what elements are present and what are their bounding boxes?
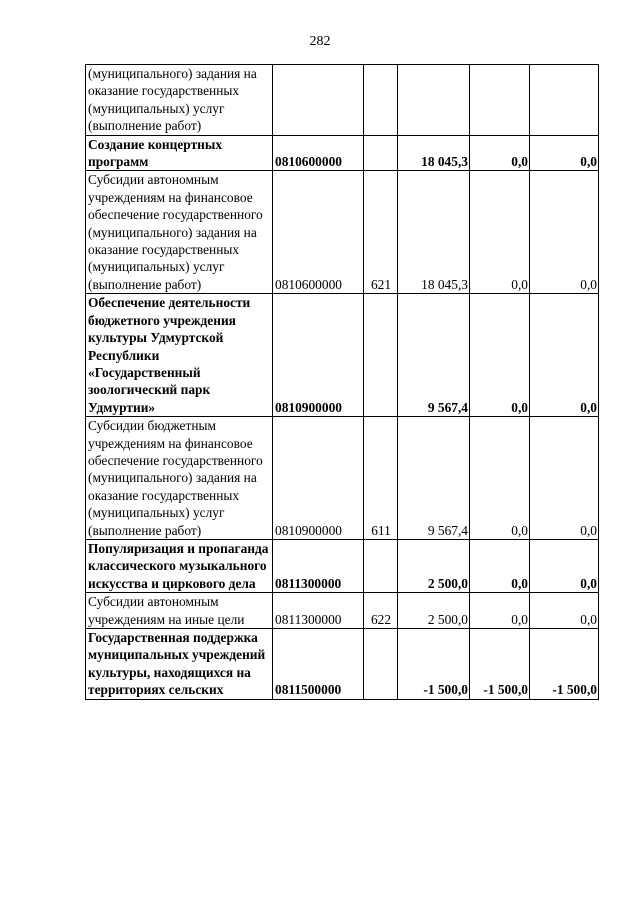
row-code-cell: 0810600000 xyxy=(273,135,364,171)
row-amount-2-cell xyxy=(470,65,530,136)
row-amount-1-cell: 18 045,3 xyxy=(398,171,470,294)
row-amount-2-cell: 0,0 xyxy=(470,171,530,294)
row-amount-3-cell: 0,0 xyxy=(530,417,599,540)
page-number: 282 xyxy=(309,34,331,49)
row-amount-1-cell: 2 500,0 xyxy=(398,539,470,592)
row-code-cell xyxy=(273,65,364,136)
row-amount-2-cell: 0,0 xyxy=(470,417,530,540)
table-row xyxy=(86,629,599,700)
row-expense-type-cell xyxy=(364,539,398,592)
table-row xyxy=(86,135,599,171)
row-name-cell: Государственная поддержка муниципальных учреждений культуры, находящихся на территориях сельских xyxy=(86,629,273,700)
row-amount-3-cell: 0,0 xyxy=(530,135,599,171)
row-code-cell: 0810900000 xyxy=(273,417,364,540)
row-code-cell: 0810900000 xyxy=(273,294,364,417)
row-name-cell: (муниципального) задания на оказание государственных (муниципальных) услуг (выполнение работ) xyxy=(86,65,273,136)
row-name-cell: Субсидии бюджетным учреждениям на финансовое обеспечение государственного (муниципального) задания на оказание государственных (муниципальных) услуг (выполнение работ) xyxy=(86,417,273,540)
row-expense-type-cell: 621 xyxy=(364,171,398,294)
row-code-cell: 0810600000 xyxy=(273,171,364,294)
row-name-cell: Субсидии автономным учреждениям на финансовое обеспечение государственного (муниципального) задания на оказание государственных (муниципальных) услуг (выполнение работ) xyxy=(86,171,273,294)
row-name-cell: Популяризация и пропаганда классического музыкального искусства и циркового дела xyxy=(86,539,273,592)
row-name-cell: Обеспечение деятельности бюджетного учреждения культуры Удмуртской Республики «Государственный зоологический парк Удмуртии» xyxy=(86,294,273,417)
row-expense-type-cell xyxy=(364,294,398,417)
row-amount-1-cell: 9 567,4 xyxy=(398,294,470,417)
row-amount-1-cell: 18 045,3 xyxy=(398,135,470,171)
row-amount-3-cell: 0,0 xyxy=(530,593,599,629)
row-expense-type-cell xyxy=(364,629,398,700)
table-row xyxy=(86,171,599,294)
table-row xyxy=(86,294,599,417)
row-amount-3-cell: 0,0 xyxy=(530,539,599,592)
row-amount-3-cell: 0,0 xyxy=(530,171,599,294)
row-code-cell: 0811300000 xyxy=(273,593,364,629)
row-amount-2-cell: -1 500,0 xyxy=(470,629,530,700)
table-row xyxy=(86,65,599,136)
row-amount-1-cell: 9 567,4 xyxy=(398,417,470,540)
row-amount-1-cell xyxy=(398,65,470,136)
row-amount-3-cell xyxy=(530,65,599,136)
row-amount-1-cell: 2 500,0 xyxy=(398,593,470,629)
row-amount-2-cell: 0,0 xyxy=(470,593,530,629)
table-row xyxy=(86,417,599,540)
row-code-cell: 0811500000 xyxy=(273,629,364,700)
row-expense-type-cell: 622 xyxy=(364,593,398,629)
budget-table xyxy=(85,64,599,700)
row-amount-2-cell: 0,0 xyxy=(470,135,530,171)
table-row xyxy=(86,593,599,629)
row-expense-type-cell xyxy=(364,65,398,136)
row-expense-type-cell xyxy=(364,135,398,171)
row-name-cell: Создание концертных программ xyxy=(86,135,273,171)
row-amount-3-cell: 0,0 xyxy=(530,294,599,417)
row-name-cell: Субсидии автономным учреждениям на иные цели xyxy=(86,593,273,629)
table-row xyxy=(86,539,599,592)
row-amount-2-cell: 0,0 xyxy=(470,539,530,592)
row-amount-3-cell: -1 500,0 xyxy=(530,629,599,700)
row-code-cell: 0811300000 xyxy=(273,539,364,592)
row-expense-type-cell: 611 xyxy=(364,417,398,540)
row-amount-2-cell: 0,0 xyxy=(470,294,530,417)
row-amount-1-cell: -1 500,0 xyxy=(398,629,470,700)
